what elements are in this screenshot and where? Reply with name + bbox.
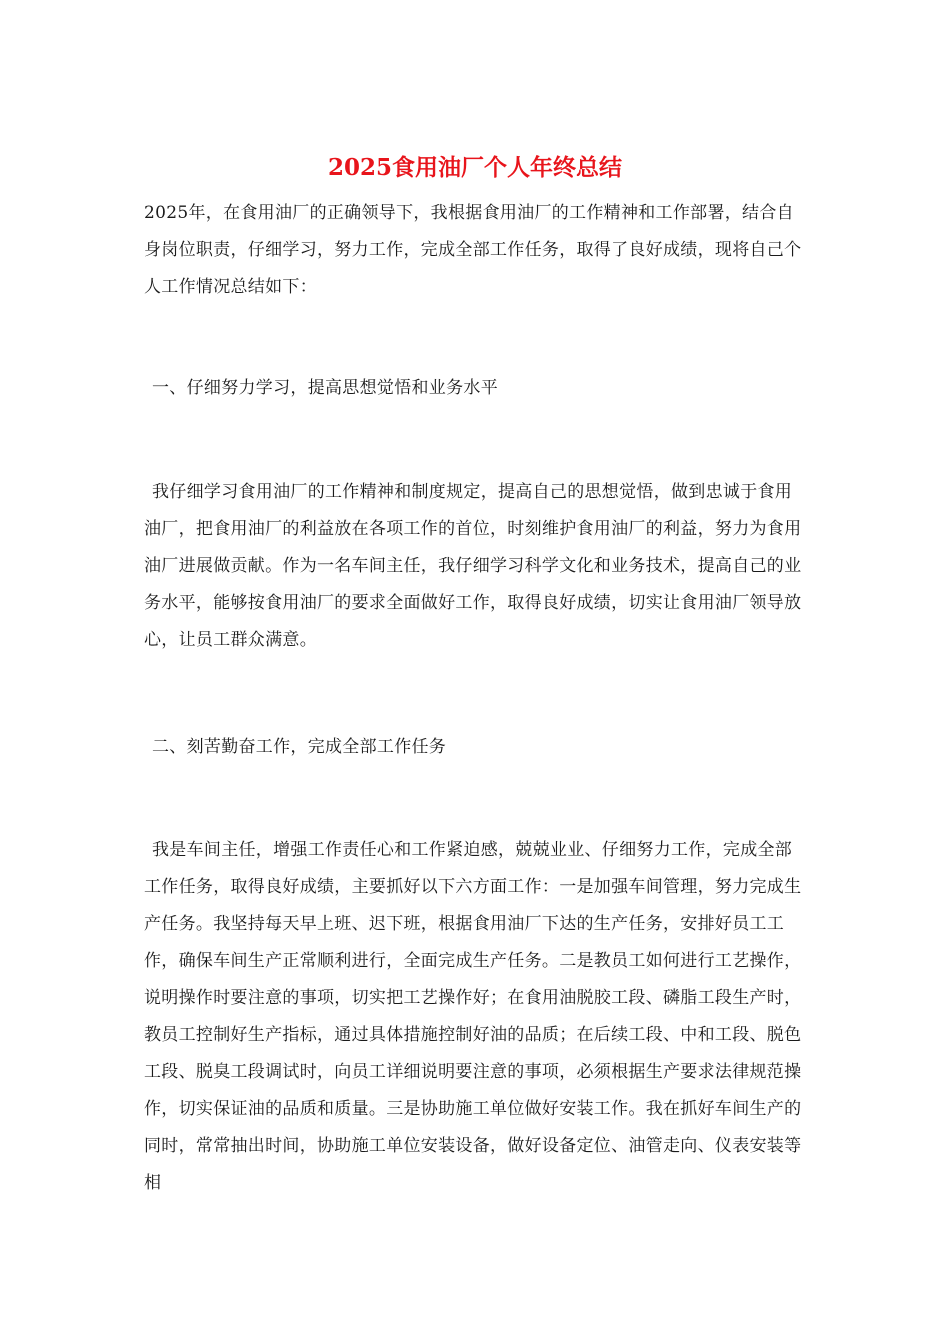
section-1-heading: 一、仔细努力学习，提高思想觉悟和业务水平 bbox=[152, 378, 498, 398]
section-2-heading: 二、刻苦勤奋工作，完成全部工作任务 bbox=[152, 737, 447, 757]
section-2-body: 我是车间主任，增强工作责任心和工作紧迫感，兢兢业业、仔细努力工作，完成全部工作任务，取得良好成绩，主要抓好以下六方面工作：一是加强车间管理，努力完成生产任务。我坚持每天早上班、迟下班，根据食用油厂下达的生产任务，安排好员工工作，确保车间生产正常顺利进行，全面完成生产任务。二是教员工如何进行工艺操作，说明操作时要注意的事项，切实把工艺操作好；在食用油脱胶工段、磷脂工段生产时，教员工控制好生产指标，通过具体措施控制好油的品质；在后续工段、中和工段、脱色工段、脱臭工段调试时，向员工详细说明要注意的事项，必须根据生产要求法律规范操作，切实保证油的品质和质量。三是协助施工单位做好安装工作。我在抓好车间生产的同时，常常抽出时间，协助施工单位安装设备，做好设备定位、油管走向、仪表安装等相 bbox=[144, 840, 802, 1193]
intro-paragraph: 2025年，在食用油厂的正确领导下，我根据食用油厂的工作精神和工作部署，结合自身岗位职责，仔细学习，努力工作，完成全部工作任务，取得了良好成绩，现将自己个人工作情况总结如下： bbox=[144, 203, 802, 297]
section-1-body: 我仔细学习食用油厂的工作精神和制度规定，提高自己的思想觉悟，做到忠诚于食用油厂，把食用油厂的利益放在各项工作的首位，时刻维护食用油厂的利益，努力为食用油厂进展做贡献。作为一名车间主任，我仔细学习科学文化和业务技术，提高自己的业务水平，能够按食用油厂的要求全面做好工作，取得良好成绩，切实让食用油厂领导放心，让员工群众满意。 bbox=[144, 482, 802, 650]
document-title: 2025食用油厂个人年终总结 bbox=[327, 154, 622, 181]
